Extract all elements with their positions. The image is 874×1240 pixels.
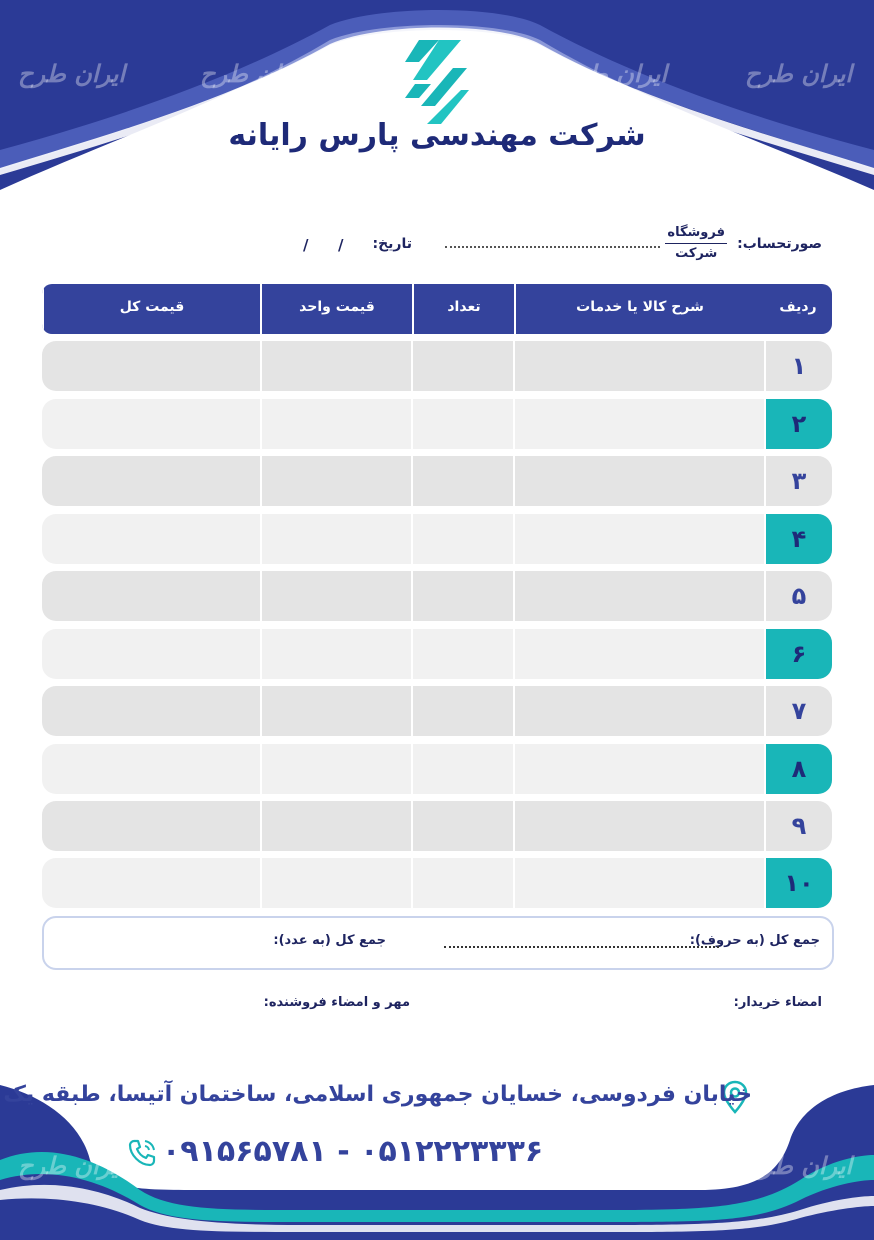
date-separator: / [303,236,309,254]
total-in-words-label: جمع کل (به حروف): [689,933,820,948]
row-number: ۶ [766,629,832,679]
table-row[interactable] [42,629,832,679]
table-row[interactable] [42,801,832,851]
row-number: ۴ [766,514,832,564]
total-in-numbers-label: جمع کل (به عدد): [273,933,386,948]
watermark-text: ایران طرح [200,60,308,88]
table-row[interactable] [42,514,832,564]
table-row[interactable] [42,456,832,506]
date-separator: / [338,236,344,254]
row-number: ۱ [791,352,807,380]
buyer-signature-label: امضاء خریدار: [733,995,822,1010]
seller-signature-label: مهر و امضاء فروشنده: [263,995,410,1010]
table-row[interactable] [42,744,832,794]
phone-icon [126,1137,158,1169]
header-quantity: تعداد [412,284,514,334]
table-row[interactable] [42,399,832,449]
invoice-type-options [665,223,727,264]
totals-box [42,916,834,970]
header-row: ردیف [779,299,817,315]
total-in-words-field[interactable] [444,934,719,948]
header-description: شرح کالا یا خدمات [514,284,764,334]
row-number: ۷ [791,697,807,725]
table-row[interactable] [42,571,832,621]
watermark-text: ایران طرح [18,60,126,88]
header-total-price: قیمت کل [42,284,260,334]
date-label: تاریخ: [372,236,412,252]
watermark-text: ایران طرح [745,1152,853,1180]
watermark-text: ایران طرح [560,60,668,88]
table-row[interactable] [42,341,832,391]
invoice-name-field[interactable] [445,232,660,248]
table-row[interactable] [42,858,832,908]
watermark-text: ایران طرح [745,60,853,88]
company-logo-icon [405,40,469,124]
option-store: فروشگاه [665,223,727,244]
watermark-text: ایران طرح [18,1152,126,1180]
row-number: ۵ [791,582,807,610]
company-name: شرکت مهندسی پارس رایانه [228,118,646,153]
invoice-label: صورتحساب: [737,236,822,252]
table-header [42,284,832,334]
company-phone: ۰۵۱۲۲۲۳۳۳۶ - ۰۹۱۵۶۵۷۸۱ [162,1134,544,1169]
table-row[interactable] [42,686,832,736]
row-number: ۸ [766,744,832,794]
header-unit-price: قیمت واحد [260,284,412,334]
option-company: شرکت [675,246,718,261]
company-address: خیابان فردوسی، خسایان جمهوری اسلامی، ساختمان آتیسا، طبقه یک [3,1082,752,1107]
row-number: ۳ [791,467,807,495]
row-number: ۱۰ [766,858,832,908]
row-number: ۹ [791,812,807,840]
row-number: ۲ [766,399,832,449]
